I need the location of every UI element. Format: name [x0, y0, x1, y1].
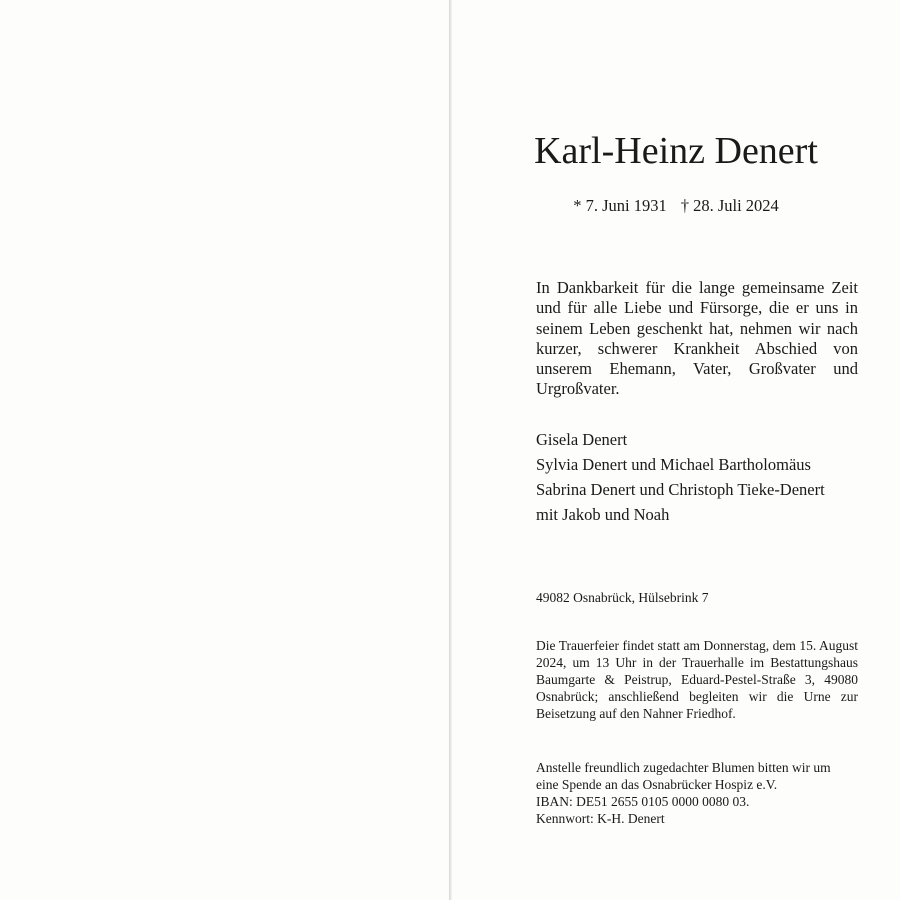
intro-text: In Dankbarkeit für die lange gemeinsame Zeit und für alle Liebe und Fürsorge, die er uns in seinem Leben geschenkt hat, nehmen wir nach kurzer, schwerer Krankheit Abschied von unserem Ehemann, Vater, Großvater und Urgroßvater.: [536, 278, 858, 399]
family-list: [536, 427, 858, 527]
right-page: [452, 0, 900, 900]
family-member: mit Jakob und Noah: [536, 505, 670, 524]
family-member: Sabrina Denert und Christoph Tieke-Denert: [536, 480, 825, 499]
life-dates: [452, 196, 900, 216]
family-member: Sylvia Denert und Michael Bartholomäus: [536, 455, 811, 474]
death-date: † 28. Juli 2024: [680, 196, 779, 215]
donation-keyword: Kennwort: K-H. Denert: [536, 811, 665, 826]
family-address: 49082 Osnabrück, Hülsebrink 7: [536, 590, 709, 605]
donation-line: Anstelle freundlich zugedachter Blumen bitten wir um: [536, 760, 831, 775]
donation-line: eine Spende an das Osnabrücker Hospiz e.V.: [536, 777, 778, 792]
family-member: Gisela Denert: [536, 430, 628, 449]
donation-block: [536, 759, 858, 827]
ceremony-text: Die Trauerfeier findet statt am Donnerstag, dem 15. August 2024, um 13 Uhr in der Trauerhalle im Bestattungshaus Baumgarte & Peistrup, Eduard-Pestel-Straße 3, 49080 Osnabrück; anschließend begleiten wir die Urne zur Beisetzung auf den Nahner Friedhof.: [536, 638, 858, 721]
left-page: [0, 0, 449, 900]
birth-date: * 7. Juni 1931: [573, 196, 667, 215]
donation-iban: IBAN: DE51 2655 0105 0000 0080 03.: [536, 794, 750, 809]
deceased-name: Karl-Heinz Denert: [534, 130, 818, 172]
